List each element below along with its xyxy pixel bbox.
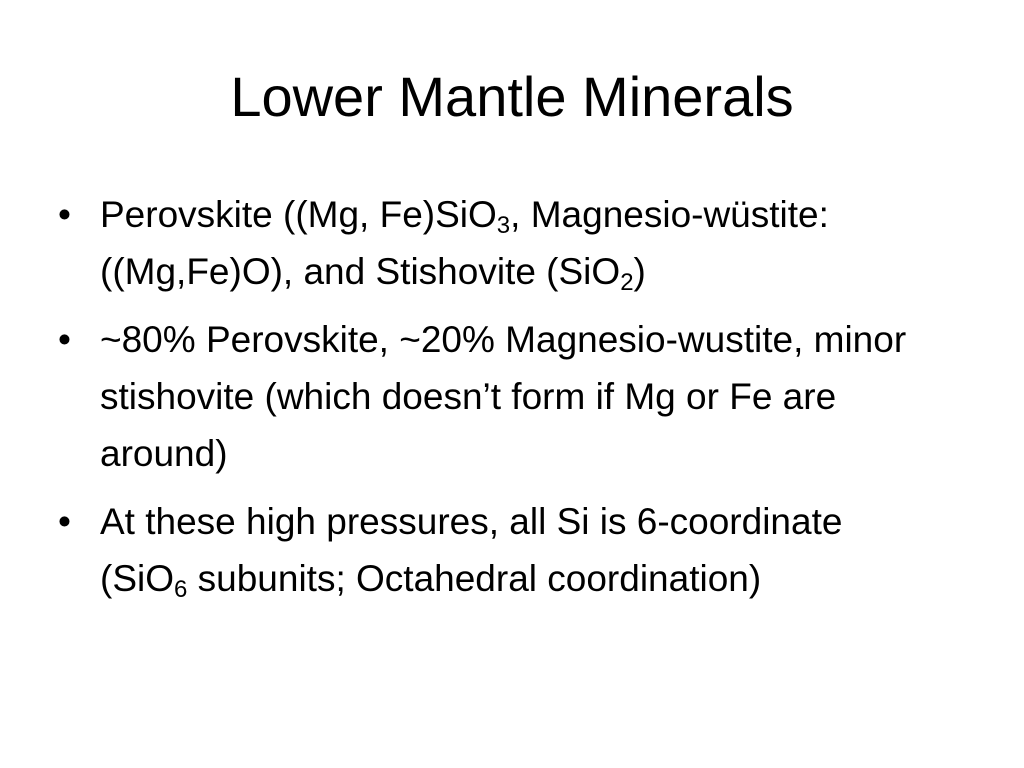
bullet-text-segment: ) bbox=[633, 251, 646, 292]
bullet-icon: • bbox=[58, 319, 71, 360]
bullet-list bbox=[58, 186, 938, 618]
slide-title: Lower Mantle Minerals bbox=[230, 65, 794, 128]
bullet-text-segment: At these high pressures, all Si is 6-coordinate (SiO bbox=[100, 501, 843, 599]
subscript: 6 bbox=[174, 576, 188, 603]
bullet-item bbox=[58, 493, 938, 607]
bullet-icon: • bbox=[58, 194, 71, 235]
bullet-text-segment: Perovskite ((Mg, Fe)SiO bbox=[100, 194, 497, 235]
bullet-icon: • bbox=[58, 501, 71, 542]
bullet-item bbox=[58, 186, 938, 300]
subscript: 2 bbox=[620, 269, 634, 296]
bullet-text-segment: , Magnesio-wüstite: ((Mg,Fe)O), and Stishovite (SiO bbox=[100, 194, 829, 292]
bullet-text-segment: subunits; Octahedral coordination) bbox=[187, 558, 762, 599]
bullet-item bbox=[58, 311, 938, 482]
subscript: 3 bbox=[496, 212, 511, 239]
bullet-text: ~80% Perovskite, ~20% Magnesio-wustite, minor stishovite (which doesn’t form if Mg or Fe are around) bbox=[100, 319, 907, 474]
